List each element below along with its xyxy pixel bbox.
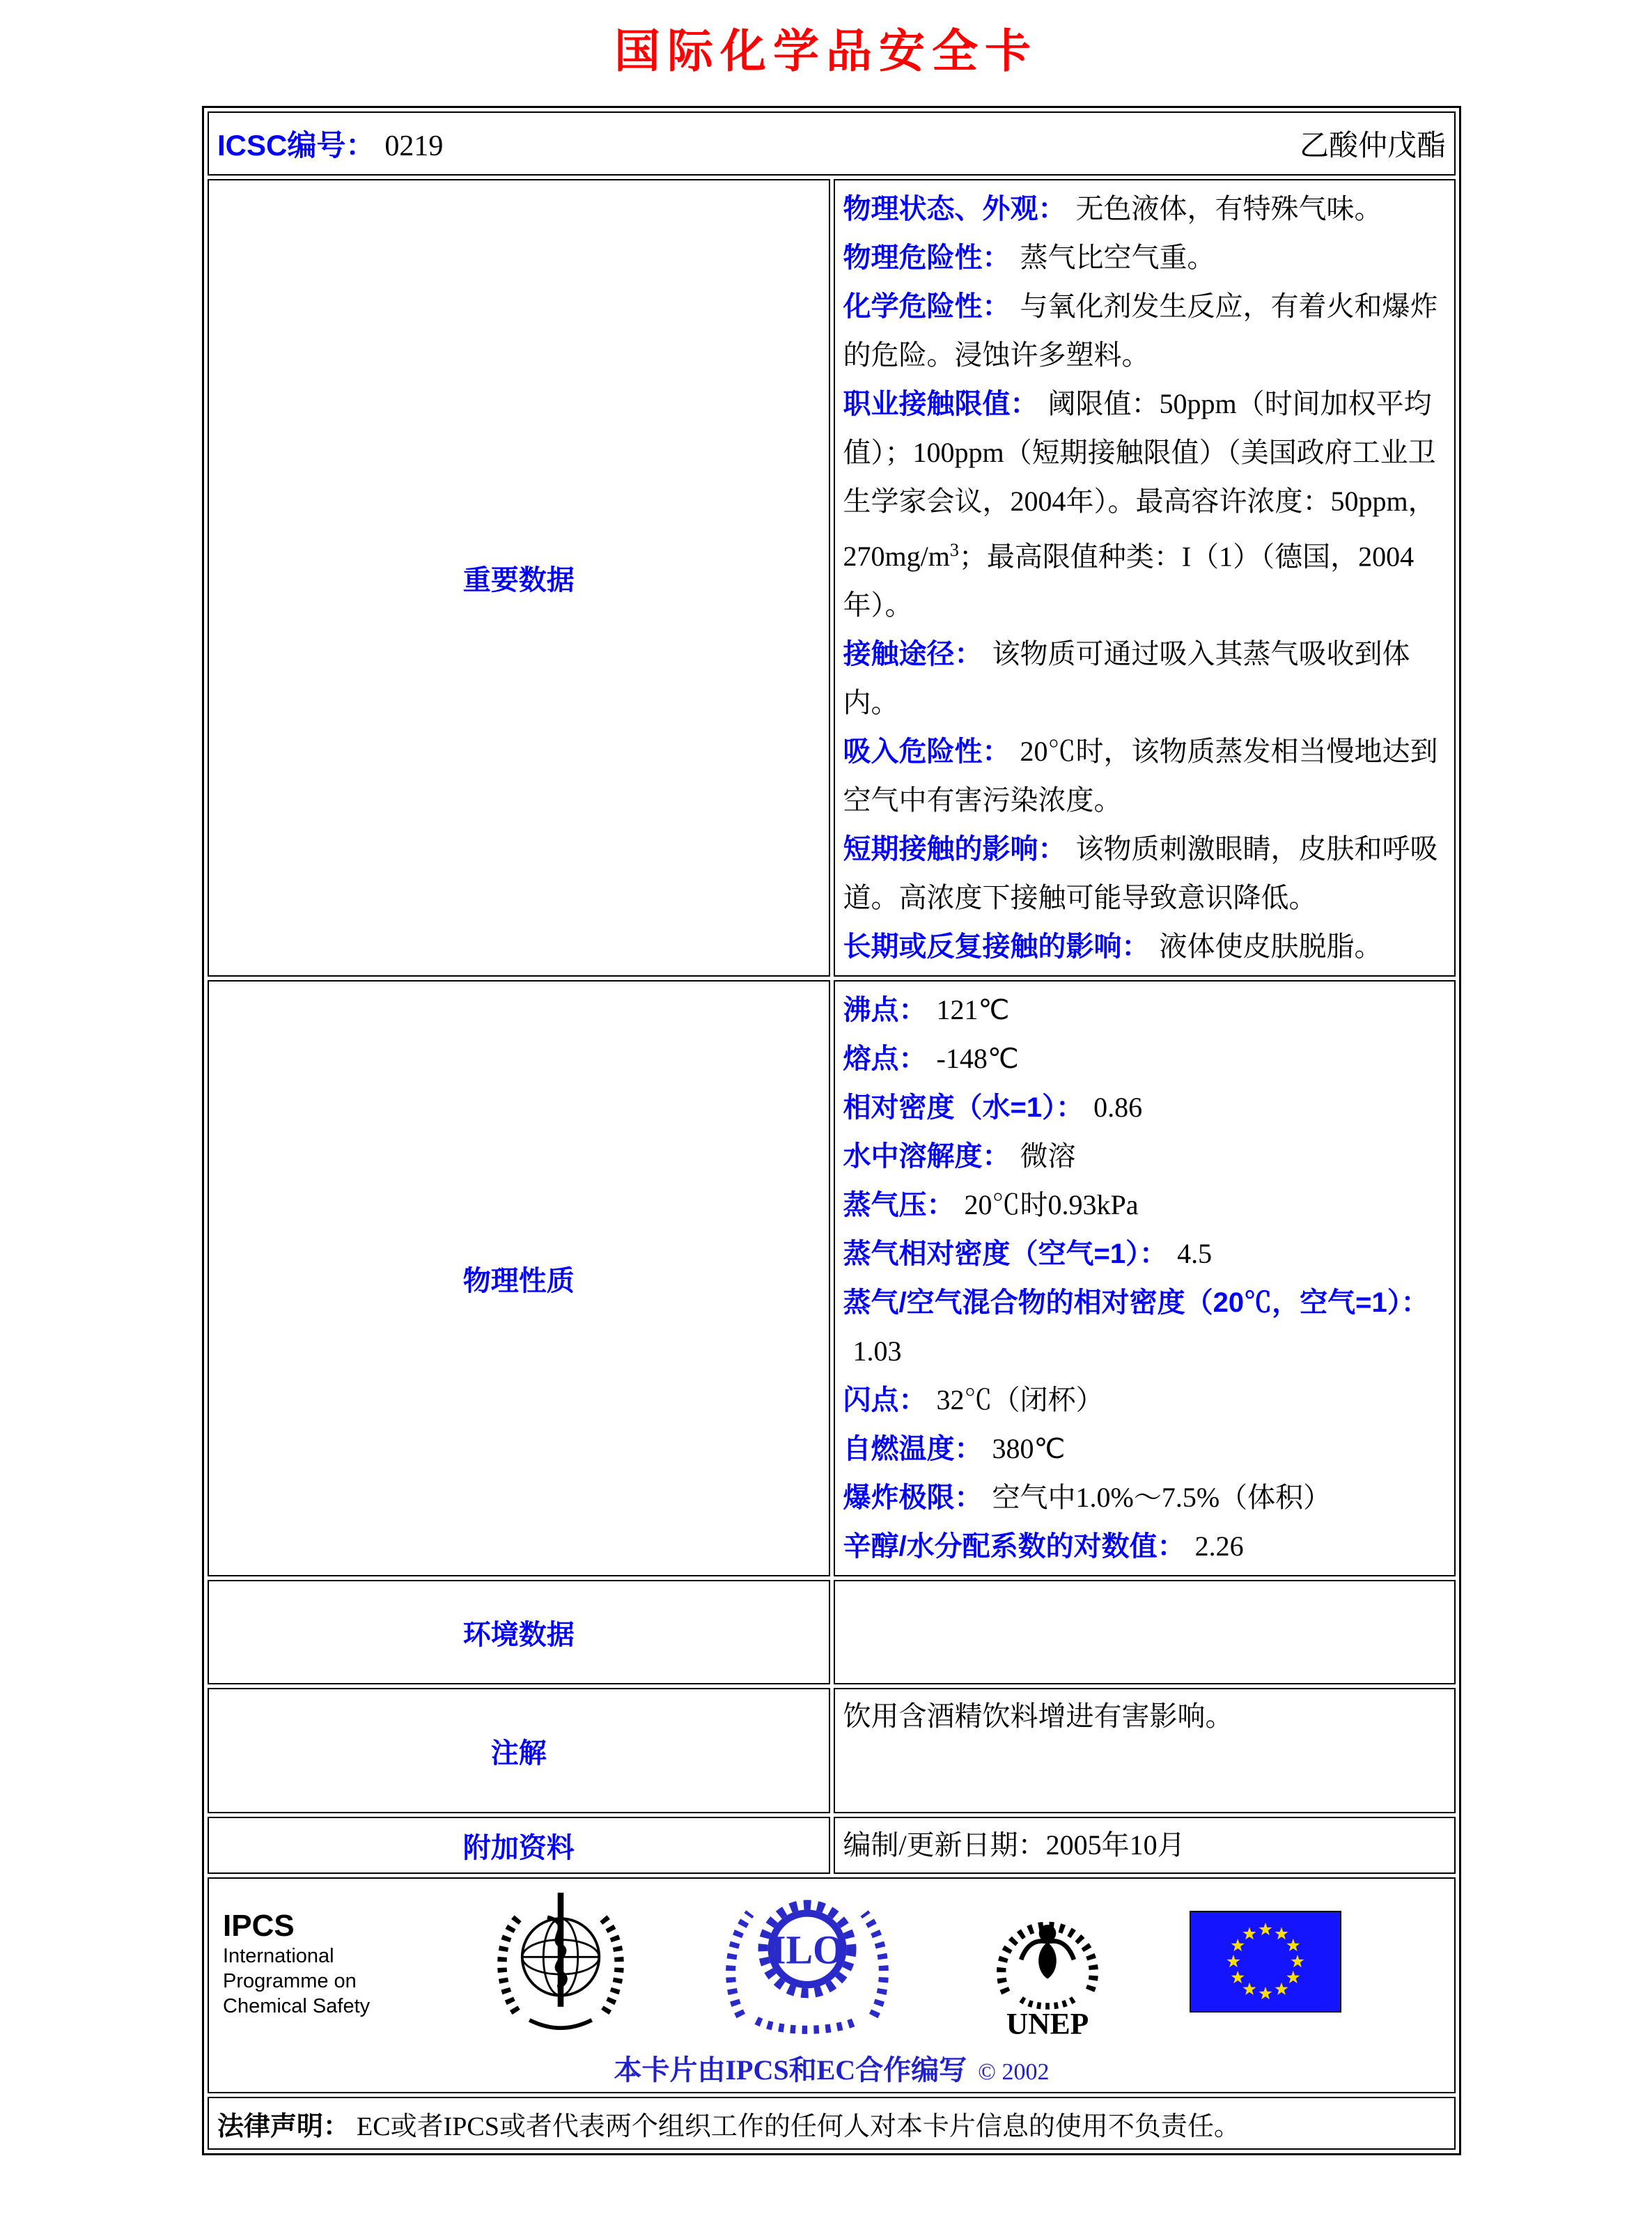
property-label: 蒸气相对密度（空气=1）：: [843, 1239, 1168, 1270]
property-row: 短期接触的影响： 该物质刺激眼睛，皮肤和呼吸道。高浓度下接触可能导致意识降低。: [843, 833, 1438, 914]
property-row: 蒸气/空气混合物的相对密度（20℃，空气=1）：1.03: [843, 1287, 1429, 1367]
property-row: 辛醇/水分配系数的对数值： 2.26: [843, 1530, 1244, 1562]
property-label: 蒸气压：: [843, 1190, 955, 1221]
property-row: 蒸气相对密度（空气=1）： 4.5: [843, 1238, 1213, 1270]
ilo-logo-icon: [710, 1887, 905, 2040]
property-label: 沸点：: [843, 995, 927, 1026]
icsc-number-label: ICSC编号：: [217, 129, 375, 162]
icsc-number-row: [208, 111, 1456, 176]
ipcs-text-block: IPCS International Programme on Chemical Safety: [223, 1909, 411, 2019]
who-logo-icon: [491, 1887, 630, 2040]
card-table: [202, 106, 1461, 2155]
property-row: 闪点： 32℃（闭杯）: [843, 1384, 1104, 1416]
environmental-data-content: [834, 1580, 1456, 1684]
svg-text:UNEP: UNEP: [1006, 2007, 1089, 2038]
property-label: 水中溶解度：: [843, 1141, 1011, 1172]
property-row: 水中溶解度： 微溶: [843, 1140, 1076, 1172]
ipcs-title: IPCS: [223, 1908, 295, 1943]
unep-logo-icon: [985, 1886, 1110, 2041]
property-row: 接触途径： 该物质可通过吸入其蒸气吸收到体内。: [843, 638, 1410, 719]
legal-notice-label: 法律声明：: [217, 2111, 350, 2141]
organizations-footer-row: [208, 1877, 1456, 2093]
property-row: 化学危险性： 与氧化剂发生反应，有着火和爆炸的危险。浸蚀许多塑料。: [843, 290, 1438, 371]
property-label: 化学危险性：: [843, 291, 1011, 322]
additional-info-header: 附加资料: [208, 1817, 830, 1874]
organizations-footer: [208, 1877, 1456, 2093]
copyright-text: © 2002: [978, 2059, 1050, 2086]
credit-text: 本卡片由IPCS和EC合作编写: [614, 2054, 967, 2086]
physical-properties-row: [208, 980, 1456, 1576]
property-row: 熔点： -148℃: [843, 1043, 1019, 1075]
property-label: 物理危险性：: [843, 242, 1011, 273]
property-label: 短期接触的影响：: [843, 834, 1066, 865]
important-data-content: [834, 179, 1456, 977]
property-label: 爆炸极限：: [843, 1482, 983, 1514]
property-label: 辛醇/水分配系数的对数值：: [843, 1531, 1185, 1562]
property-label: 闪点：: [843, 1385, 927, 1416]
property-label: 相对密度（水=1）：: [843, 1092, 1084, 1124]
page-title: 国际化学品安全卡: [614, 26, 1038, 77]
property-row: 爆炸极限： 空气中1.0%～7.5%（体积）: [843, 1482, 1332, 1514]
important-data-header: 重要数据: [208, 179, 830, 977]
chemical-name: 乙酸仲戊酯: [1299, 130, 1446, 162]
notes-content: 饮用含酒精饮料增进有害影响。: [834, 1688, 1456, 1813]
property-label: 熔点：: [843, 1044, 927, 1075]
property-label: 职业接触限值：: [843, 389, 1038, 419]
property-label: 物理状态、外观：: [843, 194, 1066, 224]
property-row: 吸入危险性： 20℃时，该物质蒸发相当慢地达到空气中有害污染浓度。: [843, 736, 1438, 816]
property-row: 自燃温度： 380℃: [843, 1433, 1066, 1465]
legal-notice-row: [208, 2097, 1456, 2150]
important-data-row: [208, 179, 1456, 977]
property-row: 沸点： 121℃: [843, 994, 1010, 1026]
credit-line: [217, 2048, 1446, 2088]
property-label: 吸入危险性：: [843, 736, 1011, 768]
environmental-data-header: 环境数据: [208, 1580, 830, 1684]
property-row: 相对密度（水=1）： 0.86: [843, 1092, 1143, 1124]
physical-properties-header: 物理性质: [208, 980, 830, 1576]
notes-header: 注解: [208, 1688, 830, 1813]
notes-row: [208, 1688, 1456, 1813]
property-row: 职业接触限值： 阈限值：50ppm（时间加权平均值）；100ppm（短期接触限值）（美国政府工业卫生学家会议，2004年）。最高容许浓度：50ppm，$270mg/m^3$；最高限值种类：I（1）（德国，2004年）。: [843, 388, 1436, 621]
additional-info-row: [208, 1817, 1456, 1874]
icsc-number: ICSC编号： 0219: [217, 129, 444, 162]
property-label: 蒸气/空气混合物的相对密度（20℃，空气=1）：: [843, 1287, 1429, 1319]
svg-text:ILO: ILO: [770, 1927, 845, 1973]
property-label: 自燃温度：: [843, 1434, 983, 1465]
property-row: 物理状态、外观： 无色液体，有特殊气味。: [843, 193, 1382, 224]
eu-flag-icon: [1190, 1911, 1341, 2016]
property-row: 蒸气压： 20℃时0.93kPa: [843, 1189, 1139, 1221]
physical-properties-content: [834, 980, 1456, 1576]
property-label: 长期或反复接触的影响：: [843, 931, 1150, 963]
legal-notice: 法律声明： EC或者IPCS或者代表两个组织工作的任何人对本卡片信息的使用不负责任。: [208, 2097, 1456, 2150]
property-label: 接触途径：: [843, 639, 983, 670]
environmental-data-row: [208, 1580, 1456, 1684]
property-row: 长期或反复接触的影响： 液体使皮肤脱脂。: [843, 931, 1382, 963]
additional-info-content: 编制/更新日期：2005年10月: [834, 1817, 1456, 1874]
property-row: 物理危险性： 蒸气比空气重。: [843, 242, 1215, 273]
